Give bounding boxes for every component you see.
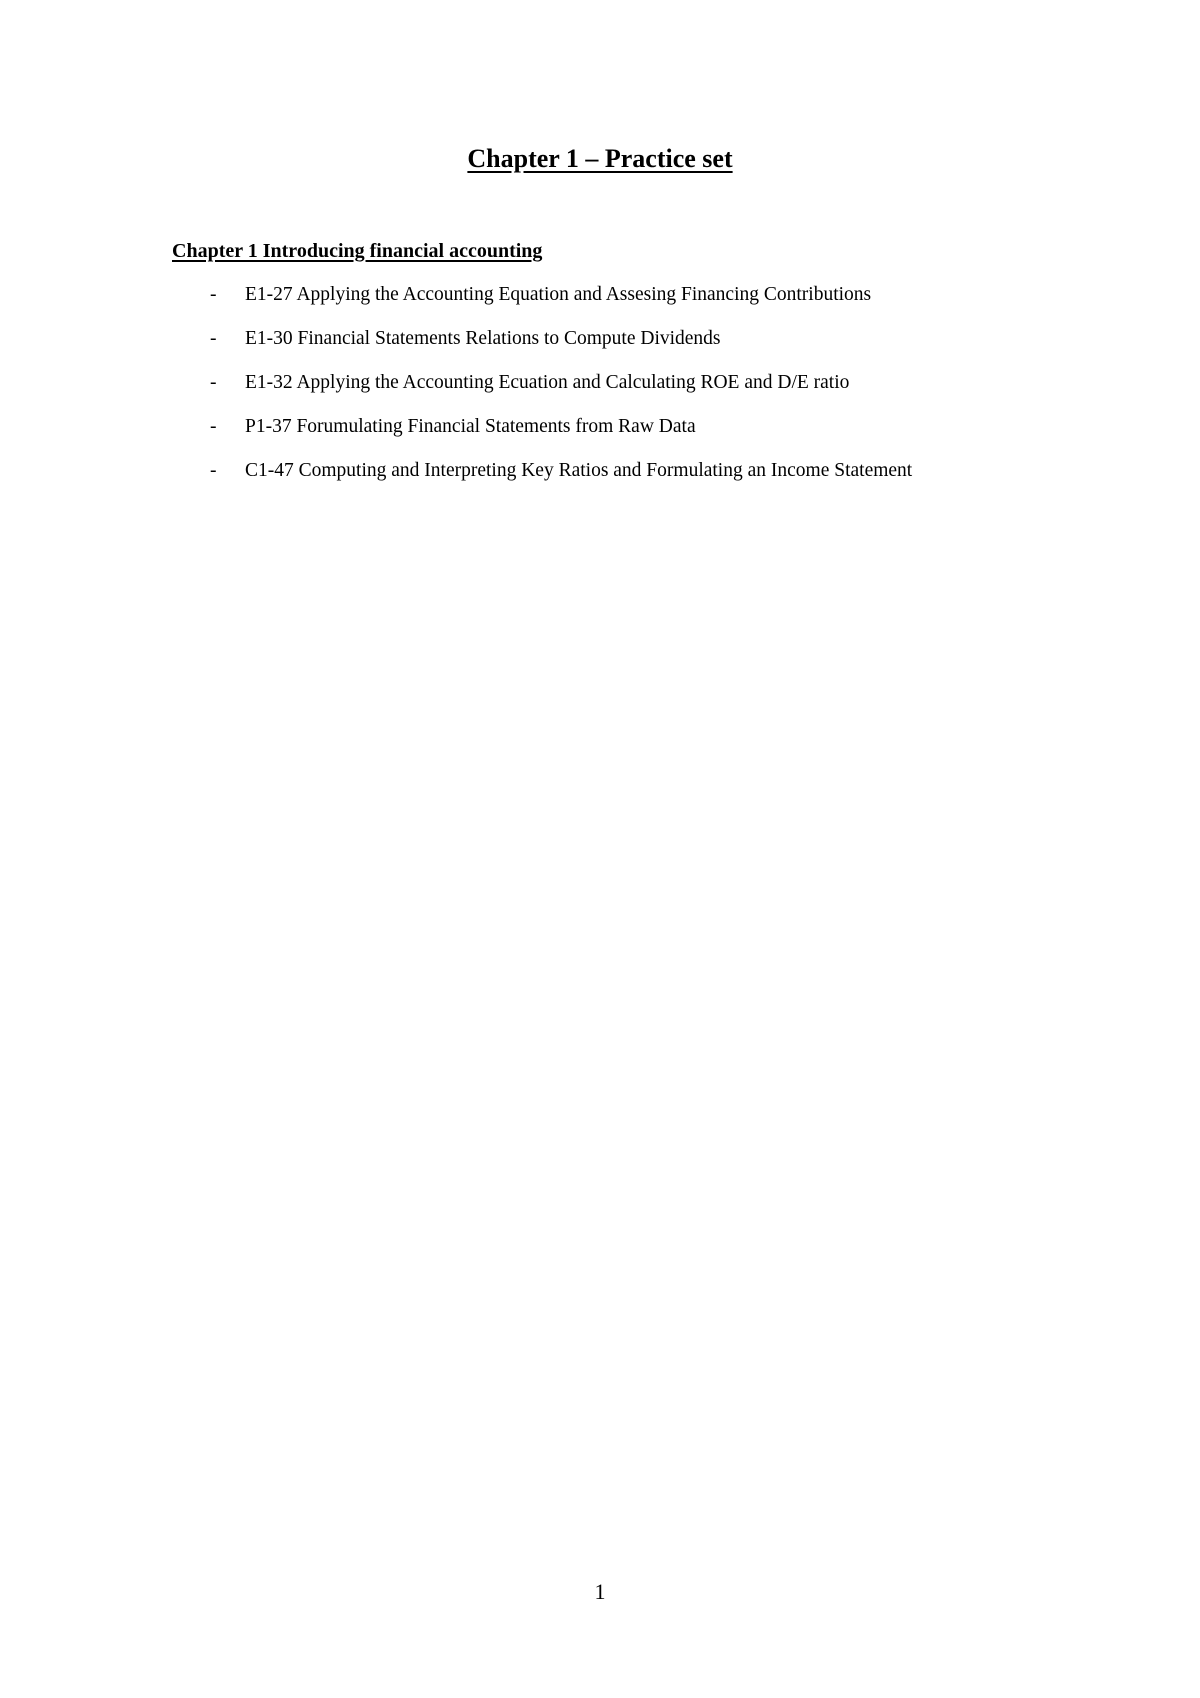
exercise-list <box>172 282 1132 502</box>
page-title: Chapter 1 – Practice set <box>467 144 733 173</box>
list-item <box>172 282 1132 326</box>
bullet-dash: - <box>210 416 217 437</box>
list-item <box>172 414 1132 458</box>
section-heading: Chapter 1 Introducing financial accounting <box>172 240 543 262</box>
list-item <box>172 458 1132 502</box>
list-item-text: E1-32 Applying the Accounting Ecuation and Calculating ROE and D/E ratio <box>245 372 850 393</box>
list-item <box>172 370 1132 414</box>
bullet-dash: - <box>210 284 217 305</box>
list-item-text: E1-30 Financial Statements Relations to Compute Dividends <box>245 328 721 349</box>
list-item-text: E1-27 Applying the Accounting Equation and Assesing Financing Contributions <box>245 284 872 305</box>
bullet-dash: - <box>210 328 217 349</box>
list-item <box>172 326 1132 370</box>
list-item-text: C1-47 Computing and Interpreting Key Ratios and Formulating an Income Statement <box>245 460 913 481</box>
page-number: 1 <box>594 1579 606 1604</box>
bullet-dash: - <box>210 460 217 481</box>
bullet-dash: - <box>210 372 217 393</box>
list-item-text: P1-37 Forumulating Financial Statements from Raw Data <box>245 416 696 437</box>
